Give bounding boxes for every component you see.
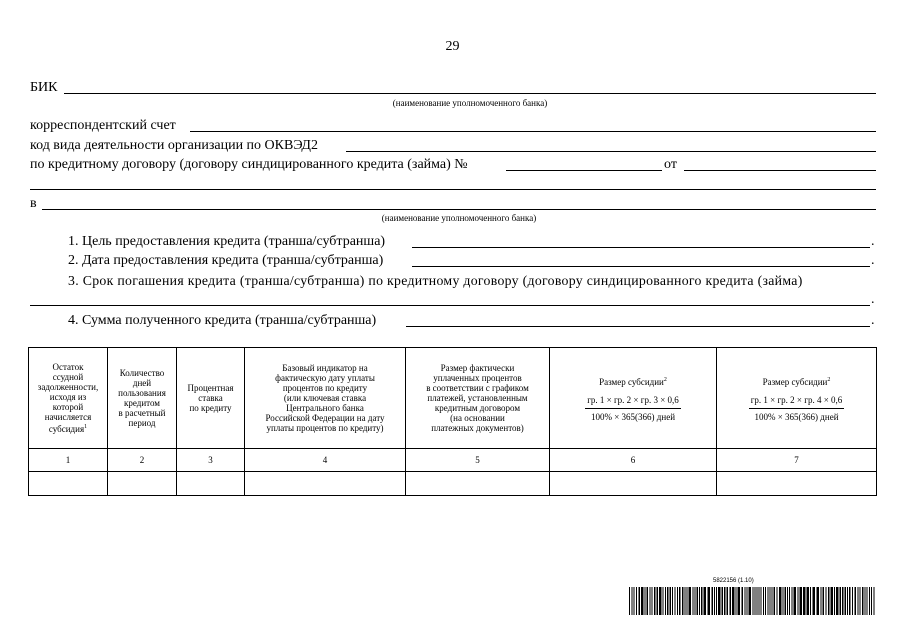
barcode-bar [849, 587, 851, 615]
barcode-bar [632, 587, 633, 615]
barcode-bar [768, 587, 769, 615]
barcode-bar [675, 587, 676, 615]
barcode-bar [755, 587, 756, 615]
barcode-bar [831, 587, 834, 615]
barcode-bar [826, 587, 827, 615]
barcode-bar [634, 587, 635, 615]
barcode-bar [652, 587, 653, 615]
barcode-bar [836, 587, 839, 615]
barcode-bar [663, 587, 664, 615]
barcode-bar [657, 587, 659, 615]
barcode-bar [745, 587, 746, 615]
barcode-bar [865, 587, 866, 615]
barcode-bar [871, 587, 872, 615]
barcode-bar [670, 587, 672, 615]
barcode-bar [840, 587, 842, 615]
barcode-bar [747, 587, 748, 615]
col-number: 4 [245, 449, 406, 472]
col6-formula: $\frac{гр. 1 \times гр. 2 \times гр. 3 \times 0,6}{\text{100\% × 365(366) дней}}$ [587, 394, 679, 422]
barcode-bar [689, 587, 692, 615]
col3-header: Процентная ставка по кредиту [177, 348, 245, 449]
data-cell[interactable] [245, 472, 406, 496]
barcode-bar [847, 587, 848, 615]
item-term-label: 3. Срок погашения кредита (транша/субтранша) по кредитному договору (договору синдицированного кредита (займа) [68, 273, 803, 288]
data-cell[interactable] [108, 472, 177, 496]
table-row [29, 472, 877, 496]
bik-label: БИК [30, 80, 58, 95]
barcode-bar [695, 587, 696, 615]
col-number: 7 [717, 449, 877, 472]
barcode-bar [722, 587, 724, 615]
barcode-bar [828, 587, 830, 615]
barcode-bar [736, 587, 737, 615]
barcode-bar [650, 587, 651, 615]
barcode-bar [852, 587, 853, 615]
agreement-continuation-line[interactable] [30, 189, 876, 190]
col2-header: Количество дней пользования кредитом в расчетный период [108, 348, 177, 449]
barcode-bar [869, 587, 870, 615]
barcode-bar [654, 587, 656, 615]
barcode-bar [716, 587, 717, 615]
item-sum-label: 4. Сумма полученного кредита (транша/субтранша) [68, 313, 377, 328]
col4-header: Базовый индикатор на фактическую дату уплаты процентов по кредиту (или ключевая ставка Центрального банка Российской Федерации на дату уплаты процентов по кредиту) [245, 348, 406, 449]
barcode-bar [636, 587, 637, 615]
barcode-bar [779, 587, 782, 615]
barcode-bar [792, 587, 793, 615]
barcode-bar [834, 587, 835, 615]
barcode-bar [701, 587, 703, 615]
barcode-bar [629, 587, 630, 615]
purpose-field-line[interactable] [412, 247, 870, 248]
barcode-image [629, 587, 875, 615]
corr-account-label: корреспондентский счет [30, 118, 176, 133]
col-number: 6 [550, 449, 717, 472]
bank-name-caption-2: (наименование уполномоченного банка) [381, 213, 537, 223]
date-period: . [871, 253, 875, 268]
barcode-bar [645, 587, 646, 615]
barcode-bar [714, 587, 715, 615]
barcode-bar [860, 587, 861, 615]
col-number: 1 [29, 449, 108, 472]
col7-header: Размер субсидии$^2$ $\frac{гр. 1 \times гр. 2 \times гр. 4 \times 0,6}{\text{100\% × 365(366) дней}}$ [717, 348, 877, 449]
data-cell[interactable] [717, 472, 877, 496]
barcode-bar [665, 587, 666, 615]
barcode-bar [742, 587, 744, 615]
data-cell[interactable] [29, 472, 108, 496]
barcode-bar [777, 587, 778, 615]
in-bank-label: в [30, 196, 37, 211]
barcode-bar [738, 587, 741, 615]
agreement-from-label: от [664, 157, 677, 172]
barcode-bar [765, 587, 766, 615]
barcode-bar [679, 587, 681, 615]
barcode-bar [687, 587, 688, 615]
okved-field-line[interactable] [346, 151, 876, 152]
barcode-bar [810, 587, 811, 615]
barcode-bar [807, 587, 810, 615]
sum-period: . [871, 313, 875, 328]
barcode-bar [867, 587, 868, 615]
barcode-bar [787, 587, 788, 615]
barcode-bar [697, 587, 699, 615]
barcode-bar [772, 587, 773, 615]
barcode-bar [699, 587, 700, 615]
barcode-caption: 5822156 (1.10) [713, 578, 754, 584]
col1-header: Остаток ссудной задолженности, исходя из которой начисляется субсидия$^1$ [29, 348, 108, 449]
sum-field-line[interactable] [406, 326, 870, 327]
purpose-period: . [871, 234, 875, 249]
data-cell[interactable] [406, 472, 550, 496]
barcode-bar [842, 587, 844, 615]
barcode-bar [749, 587, 752, 615]
col-number: 2 [108, 449, 177, 472]
credit-agreement-label: по кредитному договору (договору синдицированного кредита (займа) № [30, 157, 468, 172]
barcode-bar [667, 587, 669, 615]
barcode-bar [862, 587, 864, 615]
corr-account-field-line[interactable] [190, 131, 876, 132]
barcode-bar [685, 587, 686, 615]
barcode-bar [682, 587, 684, 615]
barcode-bar [730, 587, 732, 615]
barcode-bar [823, 587, 825, 615]
barcode-bar [712, 587, 714, 615]
barcode-bar [798, 587, 799, 615]
barcode-bar [774, 587, 776, 615]
barcode-bar [800, 587, 803, 615]
col7-formula: $\frac{гр. 1 \times гр. 2 \times гр. 4 \times 0,6}{\text{100\% × 365(366) дней}}$ [750, 394, 843, 422]
term-field-line[interactable] [30, 305, 870, 306]
col-number: 5 [406, 449, 550, 472]
barcode-bar [761, 587, 762, 615]
barcode-bar [647, 587, 649, 615]
barcode-bar [704, 587, 707, 615]
barcode-bar [803, 587, 806, 615]
barcode-bar [763, 587, 764, 615]
subsidy-table [28, 347, 877, 496]
barcode-bar [759, 587, 760, 615]
barcode-bar [783, 587, 784, 615]
barcode-bar [639, 587, 641, 615]
date-field-line[interactable] [412, 266, 870, 267]
barcode-bar [789, 587, 790, 615]
agreement-number-field-line[interactable] [506, 170, 662, 171]
barcode-bar [785, 587, 787, 615]
barcode-bar [732, 587, 735, 615]
agreement-date-field-line[interactable] [684, 170, 876, 171]
okved-label: код вида деятельности организации по ОКВЭД2 [30, 138, 318, 153]
column-numbers-row [29, 449, 877, 472]
barcode-bar [813, 587, 816, 615]
barcode-bar [677, 587, 678, 615]
col6-header: Размер субсидии$^2$ $\frac{гр. 1 \times гр. 2 \times гр. 3 \times 0,6}{\text{100\% × 365(366) дней}}$ [550, 348, 717, 449]
barcode-bar [874, 587, 875, 615]
barcode-bar [708, 587, 711, 615]
col5-header: Размер фактически уплаченных процентов в соответствии с графиком платежей, установленным кредитным договором (на основании платежных документов) [406, 348, 550, 449]
bik-field-line[interactable] [64, 93, 876, 94]
barcode-bar [724, 587, 726, 615]
term-period: . [871, 292, 875, 307]
barcode-bar [794, 587, 797, 615]
page-number: 29 [445, 39, 460, 54]
barcode-bar [821, 587, 822, 615]
barcode-bar [770, 587, 771, 615]
item-date-label: 2. Дата предоставления кредита (транша/субтранша) [68, 253, 384, 268]
barcode-bar [693, 587, 694, 615]
barcode-bar [753, 587, 754, 615]
item-purpose-label: 1. Цель предоставления кредита (транша/субтранша) [68, 234, 386, 249]
col-number: 3 [177, 449, 245, 472]
barcode-bar [659, 587, 662, 615]
barcode-bar [641, 587, 644, 615]
barcode-bar [855, 587, 857, 615]
barcode-bar [672, 587, 673, 615]
barcode-bar [727, 587, 729, 615]
barcode-bar [718, 587, 721, 615]
barcode-bar [858, 587, 859, 615]
barcode-bar [757, 587, 758, 615]
barcode-bar [845, 587, 847, 615]
bank-name-caption-1: (наименование уполномоченного банка) [392, 98, 548, 108]
barcode-bar [817, 587, 820, 615]
data-cell[interactable] [177, 472, 245, 496]
in-bank-field-line[interactable] [42, 209, 876, 210]
data-cell[interactable] [550, 472, 717, 496]
